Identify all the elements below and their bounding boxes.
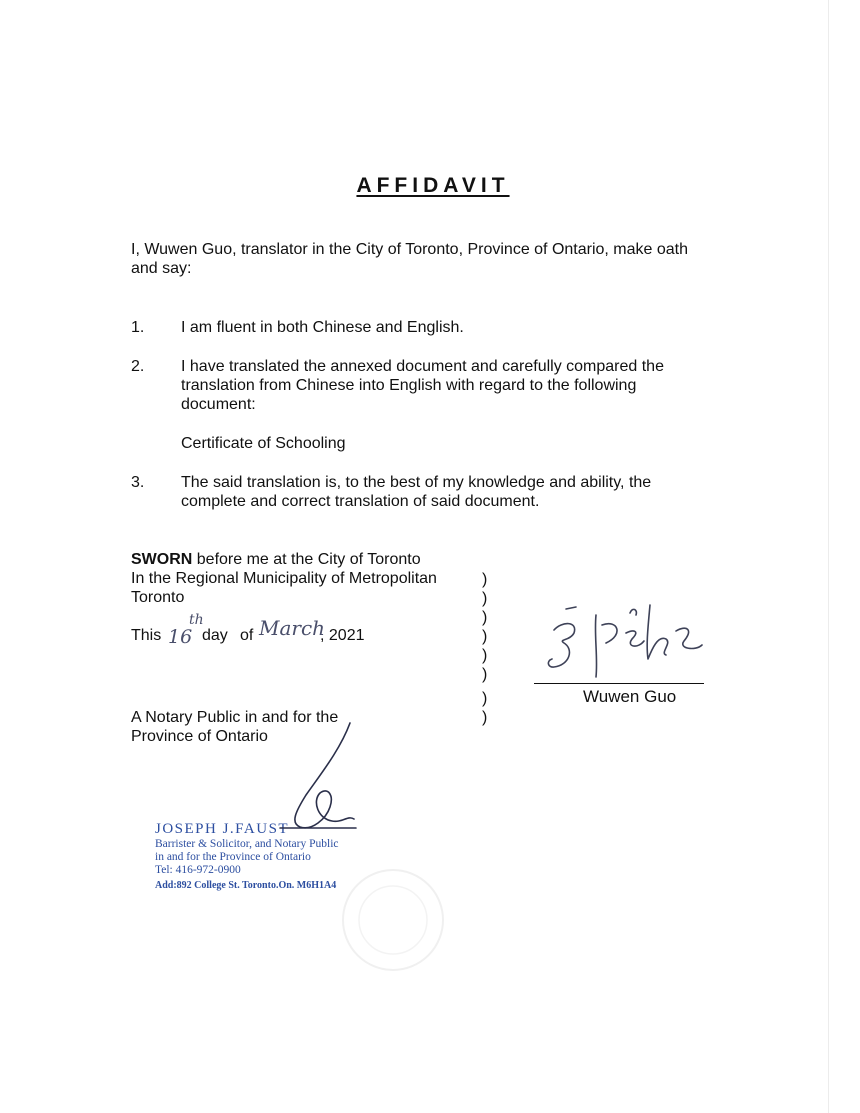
paren-4: ) <box>482 628 488 645</box>
translator-signature <box>540 595 710 680</box>
item-3-text <box>181 473 651 511</box>
signature-line <box>534 683 704 684</box>
item-1-number: 1. <box>131 319 145 336</box>
sworn-label: SWORN <box>131 551 193 568</box>
item-2-number: 2. <box>131 358 145 375</box>
sworn-block <box>131 550 437 607</box>
paren-1: ) <box>482 571 488 588</box>
paren-5: ) <box>482 647 488 664</box>
stamp-address: Add:892 College St. Toronto.On. M6H1A4 <box>155 880 337 891</box>
item-2-line-3: document: <box>181 396 256 413</box>
paren-6: ) <box>482 666 488 683</box>
item-2-line-1: I have translated the annexed document and carefully compared the <box>181 358 664 375</box>
paren-8: ) <box>482 709 488 726</box>
this-label: This <box>131 627 162 644</box>
notary-line-1: A Notary Public in and for the <box>131 709 339 726</box>
item-1-text: I am fluent in both Chinese and English. <box>181 319 464 336</box>
intro-line-1: I, Wuwen Guo, translator in the City of Toronto, Province of Ontario, make oath <box>131 241 689 258</box>
item-2-text <box>181 357 664 414</box>
paren-7: ) <box>482 690 488 707</box>
document-title: AFFIDAVIT <box>356 174 510 197</box>
handwritten-month: March <box>259 616 326 640</box>
item-3-line-1: The said translation is, to the best of my knowledge and ability, the <box>181 474 652 491</box>
paren-3: ) <box>482 609 488 626</box>
item-3-number: 3. <box>131 474 145 491</box>
stamp-jurisdiction-line: in and for the Province of Ontario <box>155 851 311 863</box>
embossed-seal <box>318 865 468 975</box>
of-label: of <box>240 627 254 644</box>
sworn-line-1-rest: before me at the City of Toronto <box>192 551 421 568</box>
item-2-line-2: translation from Chinese into English with regard to the following <box>181 377 637 394</box>
item-3-line-2: complete and correct translation of said document. <box>181 493 540 510</box>
paren-2: ) <box>482 590 488 607</box>
notary-signature <box>270 715 370 840</box>
sworn-line-3: Toronto <box>131 589 185 606</box>
day-label: day <box>202 627 228 644</box>
stamp-notary-name: JOSEPH J.FAUST <box>155 821 290 837</box>
page-edge <box>828 0 829 1113</box>
signatory-name: Wuwen Guo <box>583 687 677 706</box>
handwritten-day: 16 <box>168 626 193 648</box>
sworn-line-2: In the Regional Municipality of Metropolitan <box>131 570 437 587</box>
year: , 2021 <box>320 627 365 644</box>
intro-paragraph <box>131 240 688 278</box>
stamp-phone: Tel: 416-972-0900 <box>155 864 241 876</box>
document-name: Certificate of Schooling <box>181 435 346 452</box>
handwritten-day-suffix: th <box>189 612 204 628</box>
sworn-line-1 <box>131 550 437 569</box>
notary-line-2: Province of Ontario <box>131 728 268 745</box>
stamp-title-line: Barrister & Solicitor, and Notary Public <box>155 838 339 850</box>
intro-line-2: and say: <box>131 260 192 277</box>
